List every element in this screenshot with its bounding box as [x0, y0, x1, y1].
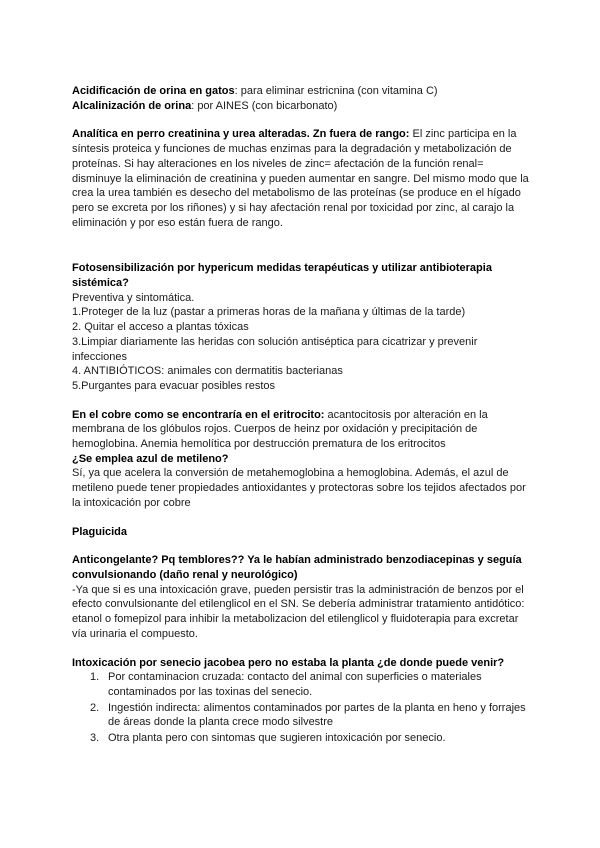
methylene-blue-question: ¿Se emplea azul de metileno?: [72, 452, 229, 465]
copper-paragraph: En el cobre como se encontraría en el eritrocito: acantocitosis por alteración en la membrana de los glóbulos rojos. Cuerpos de heinz por oxidación y precipitación de hemoglobina. Anemia hemolítica por destrucción prematura de los eritrocitos: [72, 408, 488, 451]
hypericum-item: 4. ANTIBIÓTICOS: animales con dermatitis bacterianas: [72, 365, 343, 378]
document-page: [72, 84, 532, 747]
bold-term: Alcalinización de orina: [72, 99, 192, 112]
hypericum-item: 3.Limpiar diariamente las heridas con solución antiséptica para cicatrizar y prevenir infecciones: [72, 335, 478, 363]
hypericum-intro: Preventiva y sintomática.: [72, 291, 195, 304]
zinc-analysis-paragraph: Analítica en perro creatinina y urea alteradas. Zn fuera de rango: El zinc participa en la síntesis proteica y funciones de muchas enzimas para la degradación y metabolización de proteínas. Si hay alteraciones en los niveles de zinc= afectación de la función renal= disminuye la eliminación de creatinina y pueden aumentar en sangre. Del mismo modo que la crea la urea también es desecho del metabolismo de las proteínas (se produce en el hígado pero se excreta por los riñones) y si hay afectación renal por toxicidad por zinc, al carajo la eliminación y por eso están fuera de rango.: [72, 128, 529, 229]
bold-term: Acidificación de orina en gatos: [72, 85, 235, 97]
senecio-list: [72, 670, 532, 746]
hypericum-heading: Fotosensibilización por hypericum medidas terapéuticas y utilizar antibioterapia sistémica?: [72, 262, 492, 290]
antifreeze-heading: Anticongelante? Pq temblores?? Ya le habían administrado benzodiacepinas y seguía convulsionando (daño renal y neurológico): [72, 554, 522, 581]
methylene-blue-answer: Sí, ya que acelera la conversión de metahemoglobina a hemoglobina. Además, el azul de metileno puede tener propiedades antioxidantes y protectoras sobre los tejidos afectados por la intoxicación por cobre: [72, 467, 526, 509]
list-item: 3. Otra planta pero con sintomas que sugieren intoxicación por senecio.: [90, 732, 446, 745]
bold-term: En el cobre como se encontraría en el eritrocito:: [72, 408, 325, 421]
bold-term: Analítica en perro creatinina y urea alteradas. Zn fuera de rango:: [72, 128, 410, 141]
senecio-heading: Intoxicación por senecio jacobea pero no estaba la planta ¿de donde puede venir?: [72, 656, 505, 669]
antifreeze-answer: -Ya que si es una intoxicación grave, pueden persistir tras la administración de benzos por el efecto convulsionante del etilenglicol en el SN. Se debería administrar tratamiento antidótico: etanol o fomepizol para inhibir la metabolizacion del etilenglicol y fluidoterapia para excretar vía urinaria el compuesto.: [72, 583, 525, 640]
hypericum-item: 1.Proteger de la luz (pastar a primeras horas de la mañana y últimas de la tarde): [72, 306, 466, 319]
section-title-plaguicida: Plaguicida: [72, 525, 128, 538]
urine-alkalinization-line: Alcalinización de orina: por AINES (con bicarbonato): [72, 99, 338, 112]
list-item: 2. Ingestión indirecta: alimentos contaminados por partes de la planta en heno y forrajes de áreas donde la planta crece modo silvestre: [90, 701, 526, 729]
hypericum-item: 2. Quitar el acceso a plantas tóxicas: [72, 321, 249, 334]
hypericum-item: 5.Purgantes para evacuar posibles restos: [72, 379, 276, 392]
urine-acidification-line: Acidificación de orina en gatos: para eliminar estricnina (con vitamina C): [72, 85, 438, 97]
list-item: 1. Por contaminacion cruzada: contacto del animal con superficies o materiales contaminados por las toxinas del senecio.: [90, 671, 482, 698]
